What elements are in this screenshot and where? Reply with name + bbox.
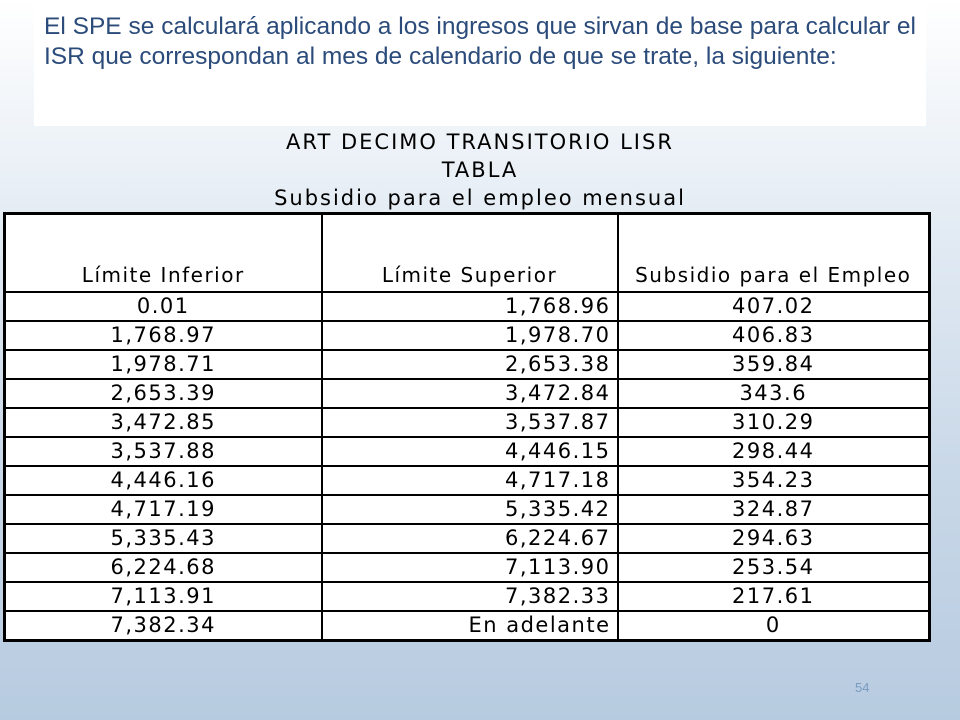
intro-text-box <box>34 4 926 126</box>
table-row <box>5 379 930 408</box>
cell-limite-superior: 1,978.70 <box>322 321 618 350</box>
subsidy-table <box>3 212 931 642</box>
cell-subsidio: 343.6 <box>618 379 930 408</box>
cell-subsidio: 0 <box>618 611 930 641</box>
cell-limite-inferior: 5,335.43 <box>5 524 322 553</box>
cell-limite-superior: 3,472.84 <box>322 379 618 408</box>
table-row <box>5 321 930 350</box>
cell-limite-superior: 7,382.33 <box>322 582 618 611</box>
table-label: TABLA <box>441 158 519 182</box>
table-row <box>5 408 930 437</box>
cell-subsidio: 298.44 <box>618 437 930 466</box>
table-row <box>5 524 930 553</box>
cell-limite-inferior: 7,382.34 <box>5 611 322 641</box>
cell-limite-inferior: 4,446.16 <box>5 466 322 495</box>
column-header-limite-inferior: Límite Inferior <box>5 214 322 293</box>
cell-subsidio: 407.02 <box>618 292 930 321</box>
cell-limite-superior: 2,653.38 <box>322 350 618 379</box>
cell-limite-superior: 4,717.18 <box>322 466 618 495</box>
table-body <box>5 292 930 641</box>
cell-subsidio: 294.63 <box>618 524 930 553</box>
cell-limite-superior: 3,537.87 <box>322 408 618 437</box>
table-row <box>5 495 930 524</box>
cell-limite-inferior: 6,224.68 <box>5 553 322 582</box>
cell-limite-inferior: 4,717.19 <box>5 495 322 524</box>
table-row <box>5 437 930 466</box>
table-header-row <box>5 214 930 293</box>
table-row <box>5 466 930 495</box>
table-row <box>5 582 930 611</box>
intro-paragraph: El SPE se calculará aplicando a los ingresos que sirvan de base para calcular el ISR que correspondan al mes de calendario de que se trate, la siguiente: <box>44 13 916 70</box>
cell-subsidio: 253.54 <box>618 553 930 582</box>
cell-limite-superior: 6,224.67 <box>322 524 618 553</box>
cell-limite-superior: En adelante <box>322 611 618 641</box>
cell-limite-inferior: 1,768.97 <box>5 321 322 350</box>
column-header-subsidio: Subsidio para el Empleo <box>618 214 930 293</box>
cell-limite-inferior: 3,537.88 <box>5 437 322 466</box>
cell-subsidio: 324.87 <box>618 495 930 524</box>
page-number: 54 <box>855 680 870 695</box>
table-article-title: ART DECIMO TRANSITORIO LISR <box>286 130 674 154</box>
cell-subsidio: 354.23 <box>618 466 930 495</box>
table-row <box>5 292 930 321</box>
cell-limite-inferior: 0.01 <box>5 292 322 321</box>
table-row <box>5 611 930 641</box>
cell-limite-superior: 7,113.90 <box>322 553 618 582</box>
cell-limite-inferior: 7,113.91 <box>5 582 322 611</box>
column-header-limite-superior: Límite Superior <box>322 214 618 293</box>
table-row <box>5 553 930 582</box>
cell-limite-superior: 5,335.42 <box>322 495 618 524</box>
cell-subsidio: 310.29 <box>618 408 930 437</box>
cell-subsidio: 406.83 <box>618 321 930 350</box>
cell-limite-inferior: 2,653.39 <box>5 379 322 408</box>
cell-limite-inferior: 3,472.85 <box>5 408 322 437</box>
table-subtitle: Subsidio para el empleo mensual <box>274 186 686 210</box>
cell-subsidio: 217.61 <box>618 582 930 611</box>
table-row <box>5 350 930 379</box>
cell-subsidio: 359.84 <box>618 350 930 379</box>
cell-limite-superior: 1,768.96 <box>322 292 618 321</box>
cell-limite-superior: 4,446.15 <box>322 437 618 466</box>
cell-limite-inferior: 1,978.71 <box>5 350 322 379</box>
